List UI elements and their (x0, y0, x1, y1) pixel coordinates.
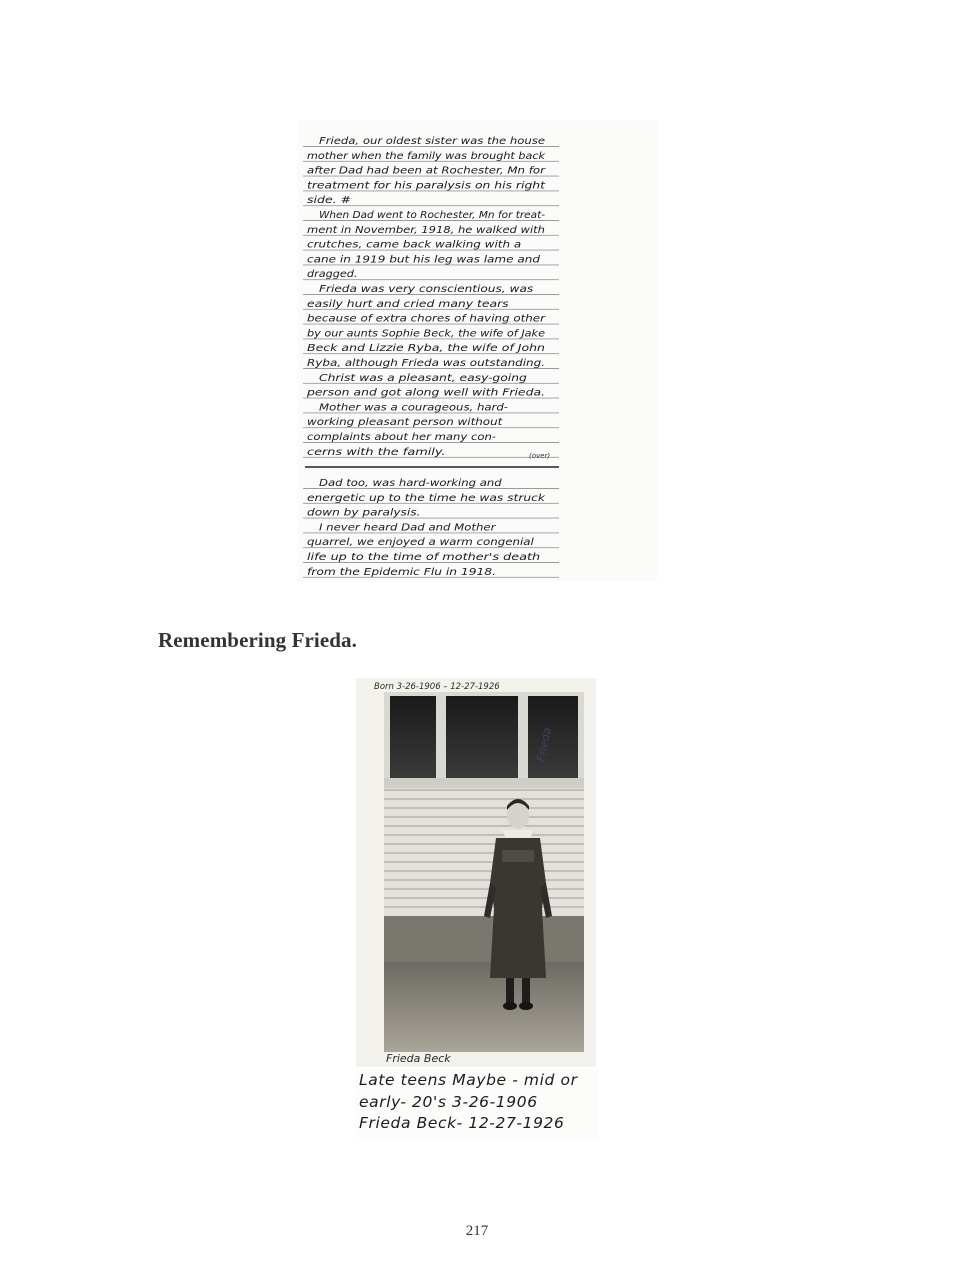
letter-line: I never heard Dad and Mother (319, 522, 497, 534)
photo-top-inscription: Born 3-26-1906 – 12-27-1926 (374, 682, 500, 692)
caption-line-3: Frieda Beck- 12-27-1926 (359, 1114, 565, 1132)
letter-line: Frieda was very conscientious, was (319, 284, 534, 295)
letter-line: life up to the time of mother's death (307, 552, 541, 563)
photo-bottom-inscription: Frieda Beck (386, 1052, 451, 1065)
letter-line: Beck and Lizzie Ryba, the wife of John (307, 343, 546, 355)
letter-line: When Dad went to Rochester, Mn for treat- (319, 210, 546, 221)
letter-line: by our aunts Sophie Beck, the wife of Jake (307, 328, 546, 340)
page-number: 217 (465, 1223, 489, 1239)
caption-line-1: Late teens Maybe - mid or (359, 1071, 578, 1089)
letter-line: easily hurt and cried many tears (307, 298, 509, 310)
letter-line: because of extra chores of having other (307, 313, 547, 325)
letter-line: crutches, came back walking with a (307, 239, 522, 251)
letter-line: complaints about her many con- (307, 432, 497, 443)
letter-line: cerns with the family. (307, 446, 446, 458)
letter-line: Mother was a courageous, hard- (319, 402, 509, 414)
letter-line: Ryba, although Frieda was outstanding. (307, 358, 545, 369)
section-heading: Remembering Frieda. (158, 628, 358, 652)
letter-line: Christ was a pleasant, easy-going (319, 372, 527, 384)
frieda-photograph (356, 678, 596, 1067)
letter-line: side. # (307, 195, 352, 207)
letter-line: after Dad had been at Rochester, Mn for (307, 165, 547, 177)
letter-line: quarrel, we enjoyed a warm congenial (307, 537, 535, 549)
handwritten-letter-scan (297, 120, 657, 582)
letter-line: dragged. (307, 269, 358, 281)
letter-line: from the Epidemic Flu in 1918. (307, 566, 496, 578)
letter-line: cane in 1919 but his leg was lame and (307, 254, 541, 266)
letter-line: Dad too, was hard-working and (319, 478, 502, 489)
photo-image (356, 678, 596, 1067)
letter-over-mark: (over) (529, 452, 551, 460)
letter-line: working pleasant person without (307, 417, 503, 429)
photo-side-inscription: Frieda (534, 726, 555, 763)
letter-line: down by paralysis. (307, 507, 421, 519)
letter-line: energetic up to the time he was struck (307, 492, 546, 504)
letter-line: treatment for his paralysis on his right (307, 180, 546, 192)
letter-line: Frieda, our oldest sister was the house (319, 136, 546, 147)
letter-line: ment in November, 1918, he walked with (307, 224, 546, 236)
letter-line: person and got along well with Frieda. (305, 387, 545, 399)
letter-line: mother when the family was brought back (307, 150, 546, 162)
letter-page (297, 120, 657, 582)
photo-caption (355, 1068, 598, 1138)
caption-line-2: early- 20's 3-26-1906 (359, 1093, 538, 1111)
